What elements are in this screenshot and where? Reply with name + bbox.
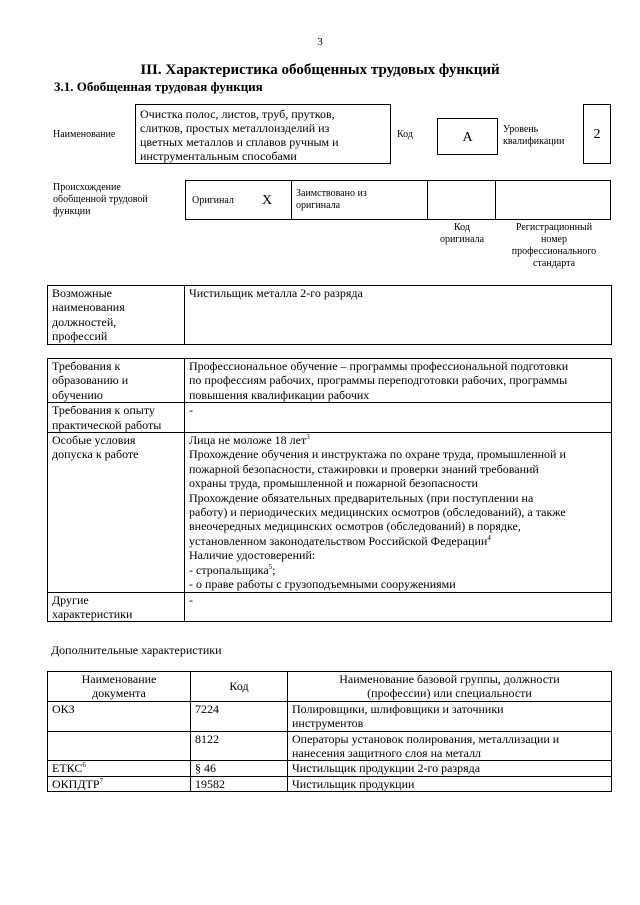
function-name-line: Очистка полос, листов, труб, прутков, (140, 107, 335, 121)
code-cell: 8122 (191, 731, 288, 761)
origin-table (185, 180, 611, 220)
reg-number-caption (496, 222, 612, 270)
code-original-caption-line: оригинала (439, 234, 485, 245)
page-number: 3 (317, 36, 323, 48)
group-line: Операторы установок полирования, металлизации и (292, 731, 560, 746)
experience-label-line: Требования к опыту (52, 403, 155, 418)
positions-value: Чистильщик металла 2-го разряда (185, 286, 612, 345)
positions-label-line: должностей, (52, 314, 117, 329)
condition-text: ; (272, 562, 276, 577)
condition-line: внеочередных медицинских осмотров (обследований) в порядке, (189, 519, 521, 534)
conditions-label-line: допуска к работе (52, 447, 139, 462)
footnote-ref: 7 (99, 776, 104, 785)
condition-text: Лица не моложе 18 лет (189, 433, 307, 448)
header-group (288, 672, 612, 702)
condition-line (189, 563, 607, 577)
section-title: III. Характеристика обобщенных трудовых функций (140, 62, 500, 78)
name-label: Наименование (53, 129, 116, 140)
conditions-label-line: Особые условия (52, 433, 136, 448)
education-label (48, 359, 185, 403)
group-line: нанесения защитного слоя на металл (292, 746, 482, 761)
code-label: Код (397, 129, 413, 140)
education-label-line: образованию и (52, 373, 129, 388)
condition-line (189, 534, 607, 548)
origin-label-line: функции (53, 206, 91, 217)
origin-label-line: Происхождение (53, 182, 121, 193)
header-document-line: Наименование (81, 672, 157, 686)
experience-value: - (185, 403, 612, 433)
doc-cell (48, 776, 191, 791)
additional-title: Дополнительные характеристики (51, 643, 222, 657)
function-name-box (135, 104, 391, 164)
table-row (48, 731, 612, 761)
function-name-line: инструментальным способами (140, 149, 297, 163)
positions-label-line: Возможные (52, 286, 112, 300)
level-label (503, 124, 564, 148)
code-original-caption-line: Код (454, 222, 470, 233)
doc-text: ЕТКС (52, 761, 83, 776)
group-cell: Чистильщик продукции 2-го разряда (288, 761, 612, 776)
borrowed-line: оригинала (296, 200, 341, 211)
subsection-title: 3.1. Обобщенная трудовая функция (54, 79, 263, 94)
education-label-line: обучению (52, 387, 103, 402)
other-label-line: Другие (52, 592, 89, 607)
origin-label-line: обобщенной трудовой (53, 194, 148, 205)
table-row (48, 776, 612, 791)
reg-number-caption-line: Регистрационный (515, 222, 593, 233)
doc-cell (48, 731, 191, 761)
function-name-line: слитков, простых металлоизделий из (140, 121, 330, 135)
group-cell (288, 731, 612, 761)
origin-label (53, 182, 148, 218)
condition-line: Наличие удостоверений: (189, 548, 316, 563)
table-row (48, 701, 612, 731)
positions-table (47, 285, 612, 345)
footnote-ref: 5 (268, 562, 273, 571)
education-line: по профессиям рабочих, программы переподготовки рабочих, программы (189, 373, 568, 388)
doc-cell (48, 761, 191, 776)
other-value: - (185, 592, 612, 622)
positions-label-line: профессий (52, 329, 108, 344)
condition-line: работу) и периодических медицинских осмотров (обследований), а также (189, 505, 566, 520)
conditions-label (48, 433, 185, 592)
education-line: повышения квалификации рабочих (189, 387, 370, 402)
requirements-table (47, 358, 612, 622)
condition-line: Прохождение обязательных предварительных (при поступлении на (189, 490, 534, 505)
header-document-line: документа (92, 686, 146, 701)
education-line: Профессиональное обучение – программы профессиональной подготовки (189, 359, 569, 373)
header-code: Код (191, 672, 288, 702)
header-group-line: Наименование базовой группы, должности (339, 672, 560, 686)
condition-line: пожарной безопасности, стажировки и проверки знаний требований (189, 461, 539, 476)
reg-number-caption-line: номер (541, 234, 567, 245)
condition-line: охраны труда, промышленной и пожарной безопасности (189, 476, 478, 491)
condition-text: установленном законодательством Российской Федерации (189, 533, 488, 548)
education-value (185, 359, 612, 403)
additional-table (47, 671, 612, 792)
group-line: Полировщики, шлифовщики и заточники (292, 701, 504, 716)
other-label-line: характеристики (52, 606, 133, 621)
code-value: A (437, 118, 498, 155)
footnote-ref: 6 (82, 761, 86, 770)
group-cell: Чистильщик продукции (288, 776, 612, 791)
positions-label (48, 286, 185, 345)
code-cell: 7224 (191, 701, 288, 731)
education-label-line: Требования к (52, 359, 121, 373)
condition-line: Прохождение обучения и инструктажа по охране труда, промышленной и (189, 447, 566, 462)
group-cell (288, 701, 612, 731)
footnote-ref: 4 (487, 533, 491, 542)
reg-number-caption-line: стандарта (532, 258, 576, 269)
experience-label-line: практической работы (52, 417, 162, 432)
condition-line: - о праве работы с грузоподъемными сооружениями (189, 577, 456, 592)
experience-label (48, 403, 185, 433)
reg-number-caption-line: профессионального (511, 246, 597, 257)
borrowed-line: Заимствовано из (296, 188, 367, 199)
positions-label-line: наименования (52, 300, 125, 315)
level-label-line: квалификации (503, 136, 565, 147)
group-line: инструментов (292, 716, 364, 731)
conditions-value (185, 433, 612, 592)
condition-line (189, 433, 607, 447)
function-name-line: цветных металлов и сплавов ручным и (140, 135, 339, 149)
code-original-caption (427, 222, 497, 246)
doc-cell: ОКЗ (48, 701, 191, 731)
condition-text: - стропальщика (189, 562, 269, 577)
footnote-ref: 3 (306, 433, 310, 442)
original-mark: X (262, 193, 273, 208)
borrowed-label (296, 188, 367, 212)
code-cell: 19582 (191, 776, 288, 791)
level-label-line: Уровень (503, 124, 539, 135)
level-value: 2 (583, 104, 611, 164)
other-label (48, 592, 185, 622)
doc-text: ОКПДТР (52, 776, 100, 791)
header-document (48, 672, 191, 702)
table-row (48, 761, 612, 776)
header-group-line: (профессии) или специальности (367, 686, 532, 701)
code-cell: § 46 (191, 761, 288, 776)
original-label: Оригинал (192, 195, 234, 206)
